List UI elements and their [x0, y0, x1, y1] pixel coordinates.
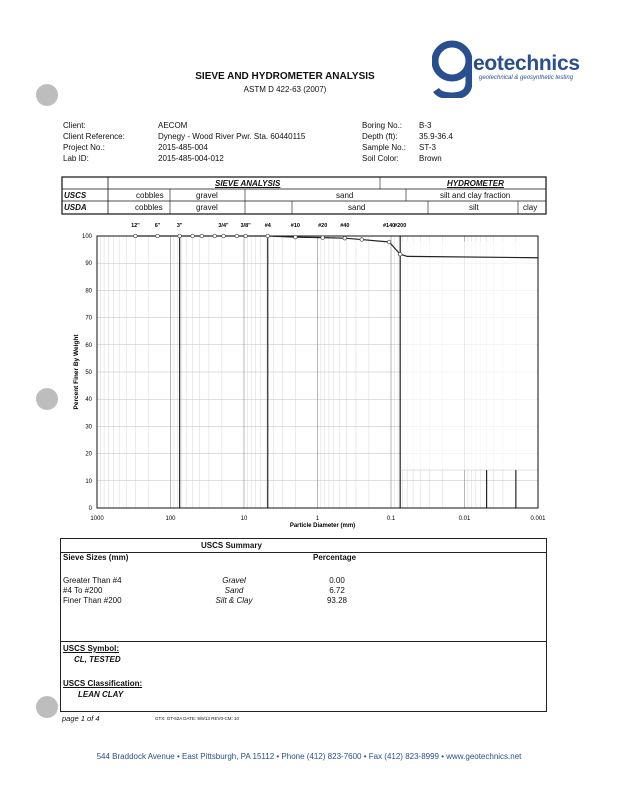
x-tick-0.01: 0.01	[458, 516, 471, 522]
report-subtitle: ASTM D 422-63 (2007)	[243, 85, 327, 94]
usda-cobbles: cobbles	[135, 203, 163, 212]
ref-value: Dynegy - Wood River Pwr. Sta. 60440115	[158, 132, 306, 141]
data-point	[398, 252, 402, 256]
sieve-label: #140	[383, 223, 396, 229]
uscs-classification-value: LEAN CLAY	[78, 690, 124, 699]
uscs-summary-box	[60, 538, 547, 712]
summary-sizes	[63, 576, 122, 606]
y-tick-50: 50	[85, 370, 92, 376]
summary-col-pct: Percentage	[313, 553, 357, 562]
data-point	[178, 234, 182, 238]
depth-value: 35.9-36.4	[419, 132, 453, 141]
y-tick-80: 80	[85, 288, 92, 295]
uscs-classification-label: USCS Classification:	[63, 679, 143, 688]
uscs-sand: sand	[336, 191, 354, 200]
y-tick-90: 90	[85, 261, 92, 268]
logo-tagline: geotechnical & geosynthetic testing	[479, 75, 574, 81]
data-point	[134, 234, 138, 238]
row-size-0: Greater Than #4	[63, 576, 122, 585]
ref-label: Client Reference:	[63, 132, 125, 141]
sieve-label: #4	[264, 223, 271, 229]
data-point	[387, 240, 391, 244]
projno-value: 2015-485-004	[158, 143, 208, 152]
sieve-label: 12"	[131, 223, 140, 229]
usda-silt: silt	[469, 203, 479, 212]
summary-pcts	[311, 576, 363, 606]
sieve-label: 3/8"	[240, 223, 251, 229]
uscs-symbol-label: USCS Symbol:	[63, 644, 120, 653]
y-tick-labels	[82, 234, 93, 512]
sieve-label: 3"	[176, 223, 183, 229]
summary-divider-2	[61, 641, 546, 642]
uscs-cobbles: cobbles	[136, 191, 164, 200]
page-number: page 1 of 4	[62, 714, 100, 723]
uscs-gravel: gravel	[196, 191, 218, 200]
data-point	[213, 234, 217, 238]
hydrometer-header: HYDROMETER	[447, 179, 504, 188]
x-tick-0.1: 0.1	[386, 516, 396, 522]
x-tick-100: 100	[165, 516, 176, 522]
sieve-label: #200	[394, 223, 407, 229]
y-axis-label: Percent Finer By Weight	[73, 334, 80, 410]
data-point	[235, 234, 239, 238]
row-pct-0: 0.00	[329, 576, 345, 585]
client-value: AECOM	[158, 121, 188, 130]
y-tick-20: 20	[85, 451, 92, 458]
row-type-2: Silt & Clay	[215, 596, 253, 605]
sample-value: ST-3	[419, 143, 436, 152]
uscs-label: USCS	[64, 191, 87, 200]
depth-label: Depth (ft):	[362, 132, 398, 141]
data-point	[294, 235, 298, 239]
usda-clay: clay	[523, 203, 538, 212]
row-size-2: Finer Than #200	[63, 596, 122, 605]
y-tick-10: 10	[85, 478, 92, 485]
sieve-label: #10	[290, 223, 300, 229]
labid-label: Lab ID:	[63, 154, 89, 163]
row-type-1: Sand	[224, 586, 244, 595]
x-tick-10: 10	[240, 516, 248, 522]
hydrometer-region	[401, 241, 537, 469]
logo-name: eotechnics	[473, 52, 580, 75]
usda-gravel: gravel	[196, 203, 218, 212]
row-pct-2: 93.28	[326, 596, 348, 605]
usda-label: USDA	[64, 203, 87, 212]
usda-sand: sand	[348, 203, 366, 212]
footer-contact: 544 Braddock Avenue • East Pittsburgh, PA 15112 • Phone (412) 823-7600 • Fax (412) 823-8999 • www.geotechnics.net	[96, 752, 522, 761]
x-tick-1: 1	[315, 516, 320, 522]
x-tick-0.001: 0.001	[530, 516, 546, 522]
x-axis-label: Particle Diameter (mm)	[289, 523, 356, 529]
data-point	[222, 234, 226, 238]
sieve-label: 3/4"	[218, 223, 229, 229]
data-point	[200, 234, 204, 238]
y-tick-40: 40	[85, 397, 92, 404]
binder-hole-bottom	[36, 696, 58, 718]
summary-col-sieve: Sieve Sizes (mm)	[63, 553, 129, 562]
x-tick-labels	[90, 516, 546, 522]
x-tick-1000: 1000	[90, 516, 104, 522]
y-tick-0: 0	[88, 506, 92, 512]
boring-label: Boring No.:	[362, 121, 403, 130]
sieve-label: 6"	[154, 223, 161, 229]
color-value: Brown	[419, 154, 442, 163]
data-point	[360, 238, 364, 242]
projno-label: Project No.:	[63, 143, 105, 152]
data-point	[191, 234, 195, 238]
y-tick-70: 70	[85, 315, 92, 322]
uscs-symbol-value: CL, TESTED	[74, 655, 121, 664]
sieve-label: #20	[318, 223, 328, 229]
uscs-fines: silt and clay fraction	[440, 191, 511, 200]
summary-divider	[61, 552, 546, 553]
sieve-label: #40	[340, 223, 350, 229]
data-point	[244, 234, 248, 238]
sieve-analysis-header: SIEVE ANALYSIS	[215, 179, 281, 188]
report-title: SIEVE AND HYDROMETER ANALYSIS	[195, 71, 375, 82]
sieve-labels	[131, 223, 406, 229]
y-tick-60: 60	[85, 342, 92, 349]
data-point	[266, 234, 270, 238]
summary-title: USCS Summary	[201, 541, 262, 550]
client-label: Client:	[63, 121, 86, 130]
boring-value: B-3	[419, 121, 432, 130]
row-size-1: #4 To #200	[63, 586, 103, 595]
data-point	[343, 236, 347, 240]
y-tick-30: 30	[85, 424, 92, 431]
summary-types	[201, 576, 267, 606]
labid-value: 2015-485-004-012	[158, 154, 224, 163]
y-tick-100: 100	[81, 234, 92, 240]
color-label: Soil Color:	[362, 154, 399, 163]
form-code: GTX: GT-52A DATE: 9/9/13 REV0-CM: 10	[155, 716, 239, 721]
sample-label: Sample No.:	[362, 143, 407, 152]
data-point	[321, 236, 325, 240]
row-type-0: Gravel	[222, 576, 246, 585]
data-point	[156, 234, 160, 238]
row-pct-1: 6.72	[329, 586, 345, 595]
